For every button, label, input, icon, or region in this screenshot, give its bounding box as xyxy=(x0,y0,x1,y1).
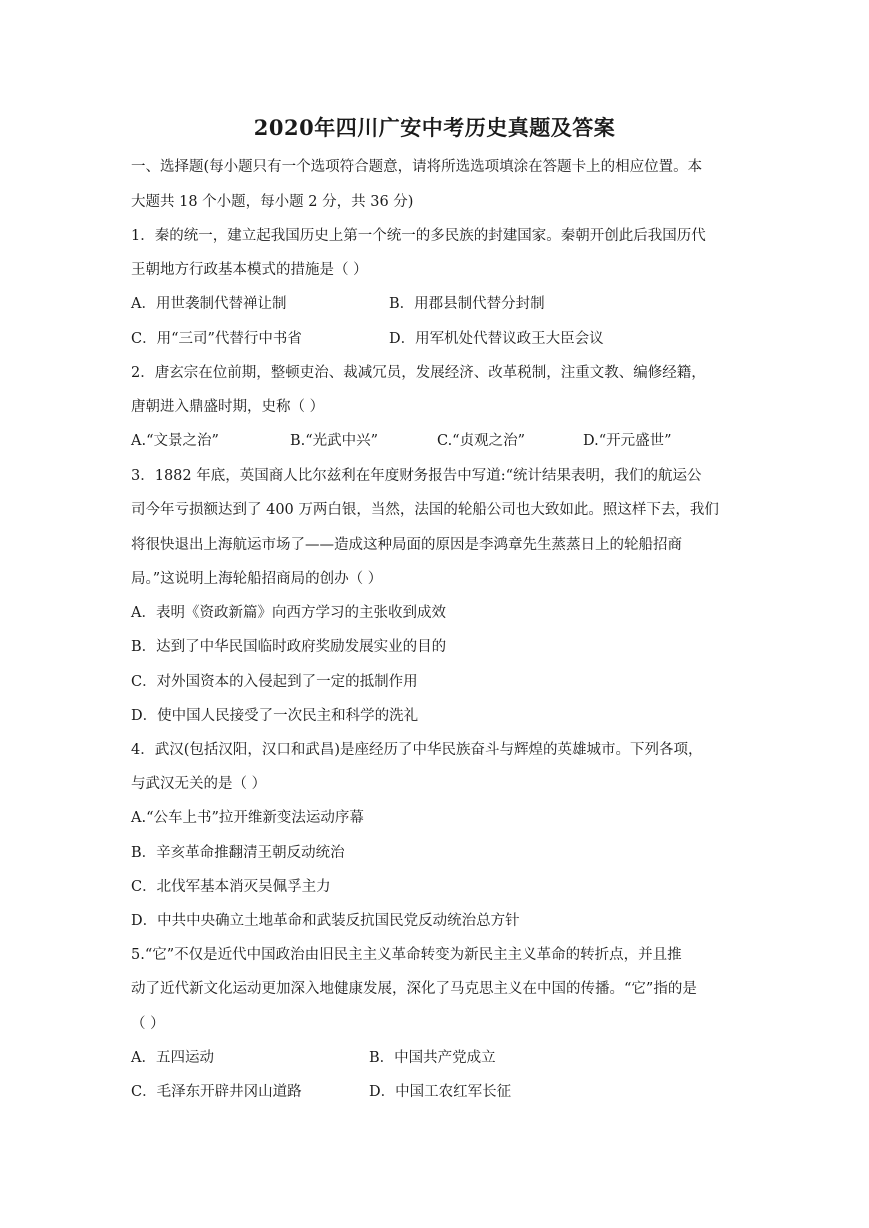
question-2-option-b: B.“光武中兴” xyxy=(290,433,379,449)
question-1-option-b: B．用郡县制代替分封制 xyxy=(389,296,545,312)
question-4-option-c: C．北伐军基本消灭吴佩孚主力 xyxy=(131,879,331,895)
question-5-option-b: B．中国共产党成立 xyxy=(369,1050,496,1066)
question-1-stem-line-2: 王朝地方行政基本模式的措施是（ ） xyxy=(131,262,368,278)
question-3-option-b: B．达到了中华民国临时政府奖励发展实业的目的 xyxy=(131,639,447,655)
question-1-option-a: A．用世袭制代替禅让制 xyxy=(131,296,287,312)
question-5-option-d: D．中国工农红军长征 xyxy=(369,1084,512,1100)
question-5-option-a: A．五四运动 xyxy=(131,1050,214,1066)
question-1-option-d: D．用军机处代替议政王大臣会议 xyxy=(389,331,604,347)
question-4-option-d: D．中共中央确立土地革命和武装反抗国民党反动统治总方针 xyxy=(131,913,520,929)
question-3-stem-line-2: 司今年亏损额达到了 400 万两白银，当然，法国的轮船公司也大致如此。照这样下去，我们 xyxy=(131,502,719,518)
question-3-stem-line-4: 局。”这说明上海轮船招商局的创办（ ） xyxy=(131,571,383,587)
question-5-option-c: C．毛泽东开辟井冈山道路 xyxy=(131,1084,302,1100)
question-2-option-c: C.“贞观之治” xyxy=(437,433,526,449)
question-3-option-a: A．表明《资政新篇》向西方学习的主张收到成效 xyxy=(131,605,446,621)
question-4-stem-line-2: 与武汉无关的是（ ） xyxy=(131,776,267,792)
question-3-option-c: C．对外国资本的入侵起到了一定的抵制作用 xyxy=(131,674,418,690)
section-intro-line-1: 一、选择题(每小题只有一个选项符合题意，请将所选选项填涂在答题卡上的相应位置。本 xyxy=(131,159,703,175)
question-4-stem-line-1: 4．武汉(包括汉阳，汉口和武昌)是座经历了中华民族奋斗与辉煌的英雄城市。下列各项， xyxy=(131,742,703,758)
question-3-option-d: D．使中国人民接受了一次民主和科学的洗礼 xyxy=(131,708,419,724)
question-5-stem-line-1: 5.“它”不仅是近代中国政治由旧民主主义革命转变为新民主主义革命的转折点，并且推 xyxy=(131,947,682,963)
question-3-stem-line-3: 将很快退出上海航运市场了——造成这种局面的原因是李鸿章先生蒸蒸日上的轮船招商 xyxy=(131,537,682,553)
question-3-stem-line-1: 3．1882 年底，英国商人比尔兹利在年度财务报告中写道:“统计结果表明，我们的航运公 xyxy=(131,468,702,484)
question-5-stem-line-2: 动了近代新文化运动更加深入地健康发展，深化了马克思主义在中国的传播。“它”指的是 xyxy=(131,981,697,997)
question-1-stem-line-1: 1．秦的统一，建立起我国历史上第一个统一的多民族的封建国家。秦朝开创此后我国历代 xyxy=(131,228,706,244)
question-2-stem-line-2: 唐朝进入鼎盛时期，史称（ ） xyxy=(131,399,325,415)
question-2-option-d: D.“开元盛世” xyxy=(583,433,672,449)
question-4-option-b: B．辛亥革命推翻清王朝反动统治 xyxy=(131,845,345,861)
page-title: 2020年四川广安中考历史真题及答案 xyxy=(253,115,616,140)
question-1-option-c: C．用“三司”代替行中书省 xyxy=(131,331,302,347)
question-5-stem-line-3: （ ） xyxy=(131,1016,165,1032)
section-intro-line-2: 大题共 18 个小题，每小题 2 分，共 36 分) xyxy=(131,194,414,210)
question-2-stem-line-1: 2．唐玄宗在位前期，整顿吏治、裁减冗员，发展经济、改革税制，注重文教、编修经籍， xyxy=(131,365,706,381)
question-2-option-a: A.“文景之治” xyxy=(131,433,219,449)
question-4-option-a: A.“公车上书”拉开维新变法运动序幕 xyxy=(131,810,364,826)
